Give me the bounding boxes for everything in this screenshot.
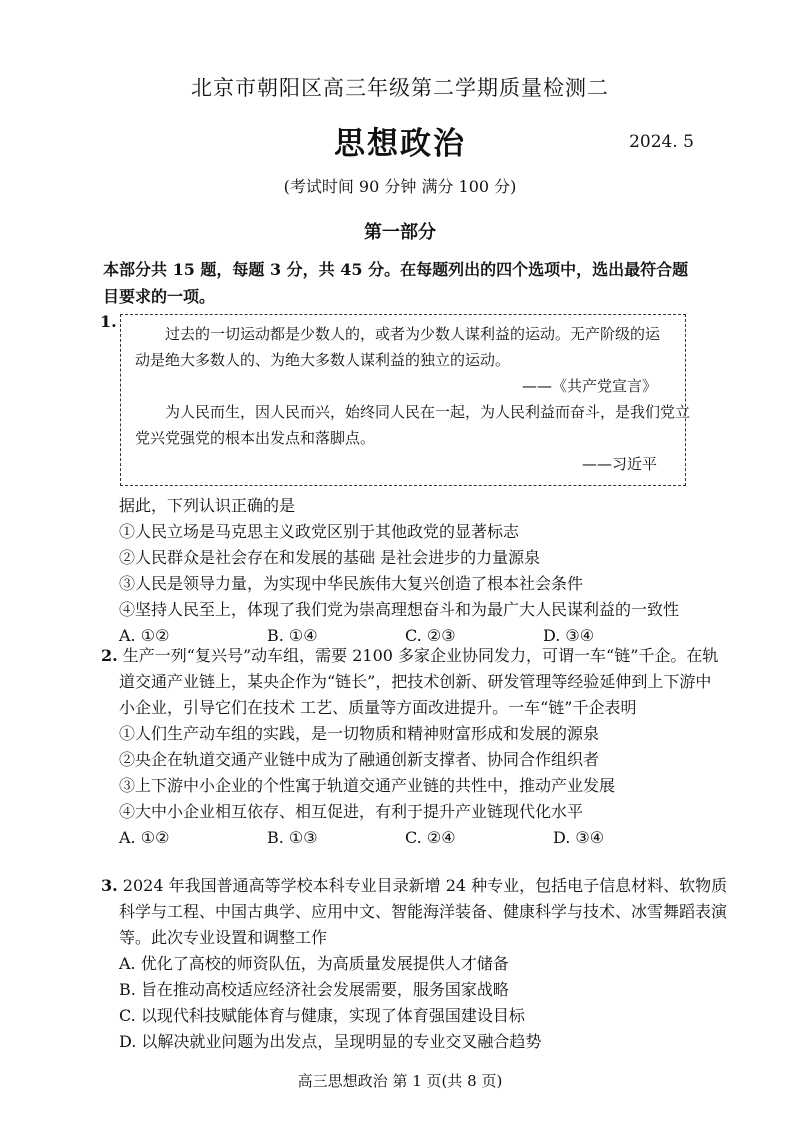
option-a[interactable]: A. ①②: [119, 828, 170, 847]
question-1-statement: ③人民是领导力量，为实现中华民族伟大复兴创造了根本社会条件: [119, 574, 584, 593]
question-2-number: 2.: [101, 646, 118, 665]
question-2-stem-line: 生产一列“复兴号”动车组，需要 2100 多家企业协同发力，可谓一车“链”千企。在轨: [122, 646, 719, 665]
option-c[interactable]: C. 以现代科技赋能体育与健康，实现了体育强国建设目标: [119, 1006, 525, 1025]
question-2-statement: ④大中小企业相互依存、相互促进，有利于提升产业链现代化水平: [119, 802, 584, 821]
subject-title: 思想政治: [334, 126, 466, 162]
question-1-statement: ②人民群众是社会存在和发展的基础 是社会进步的力量源泉: [119, 548, 541, 567]
question-3-stem-line: 2024 年我国普通高等学校本科专业目录新增 24 种专业，包括电子信息材料、软物质: [122, 876, 728, 895]
question-2-stem-line: 小企业，引导它们在技术 工艺、质量等方面改进提升。一车“链”千企表明: [119, 698, 637, 717]
question-1-statement: ④坚持人民至上，体现了我们党为崇高理想奋斗和为最广大人民谋利益的一致性: [119, 600, 680, 619]
section-instructions: 本部分共 15 题，每题 3 分，共 45 分。在每题列出的四个选项中，选出最符合题目要求的一项。: [103, 260, 689, 306]
question-2-options: [101, 825, 701, 851]
option-d[interactable]: D. 以解决就业问题为出发点，呈现明显的专业交叉融合趋势: [119, 1032, 542, 1051]
quote-2-source: ——习近平: [581, 455, 657, 473]
question-1-body: [119, 493, 719, 649]
option-b[interactable]: B. ①④: [267, 626, 318, 645]
section-title: 第一部分: [364, 222, 436, 243]
question-3-number: 3.: [101, 876, 118, 895]
option-d[interactable]: D. ③④: [553, 828, 605, 847]
exam-date: 2024. 5: [629, 132, 694, 152]
question-3-stem-line: 科学与工程、中国古典学、应用中文、智能海洋装备、健康科学与技术、冰雪舞蹈表演: [119, 902, 728, 921]
question-3-stem-line: 等。此次专业设置和调整工作: [119, 928, 328, 947]
page-footer: 高三思想政治 第 1 页(共 8 页): [297, 1072, 503, 1090]
question-2-statement: ③上下游中小企业的个性寓于轨道交通产业链的共性中，推动产业发展: [119, 776, 616, 795]
option-c[interactable]: C. ②③: [405, 626, 456, 645]
option-b[interactable]: B. ①③: [267, 828, 318, 847]
question-1-number: 1.: [100, 312, 117, 331]
option-a[interactable]: A. 优化了高校的师资队伍，为高质量发展提供人才储备: [119, 954, 509, 973]
question-1-stem: 据此，下列认识正确的是: [119, 496, 296, 515]
question-2-statement: ①人们生产动车组的实践，是一切物质和精神财富形成和发展的源泉: [119, 724, 600, 743]
quote-1-source: ——《共产党宣言》: [521, 377, 657, 395]
exam-title: 北京市朝阳区高三年级第二学期质量检测二: [191, 76, 609, 100]
question-2: [101, 643, 719, 851]
quote-1-line: 过去的一切运动都是少数人的，或者为少数人谋利益的运动。无产阶级的运: [165, 325, 661, 343]
question-1-statement: ①人民立场是马克思主义政党区别于其他政党的显著标志: [119, 522, 520, 541]
quote-1-line: 动是绝大多数人的、为绝大多数人谋利益的独立的运动。: [135, 351, 511, 369]
exam-time-info: (考试时间 90 分钟 满分 100 分): [283, 177, 517, 196]
question-2-stem-line: 道交通产业链上，某央企作为“链长”，把技术创新、研发管理等经验延伸到上下游中: [119, 672, 712, 691]
option-b[interactable]: B. 旨在推动高校适应经济社会发展需要，服务国家战略: [119, 980, 509, 999]
option-d[interactable]: D. ③④: [543, 626, 595, 645]
question-1-quote-box: [120, 314, 691, 486]
option-a[interactable]: A. ①②: [119, 626, 170, 645]
question-2-statement: ②央企在轨道交通产业链中成为了融通创新支撑者、协同合作组织者: [119, 750, 600, 769]
quote-2-line: 党兴党强党的根本出发点和落脚点。: [135, 429, 376, 447]
option-c[interactable]: C. ②④: [405, 828, 456, 847]
quote-2-line: 为人民而生，因人民而兴，始终同人民在一起，为人民利益而奋斗，是我们党立: [165, 403, 691, 421]
question-3: [101, 873, 728, 1055]
